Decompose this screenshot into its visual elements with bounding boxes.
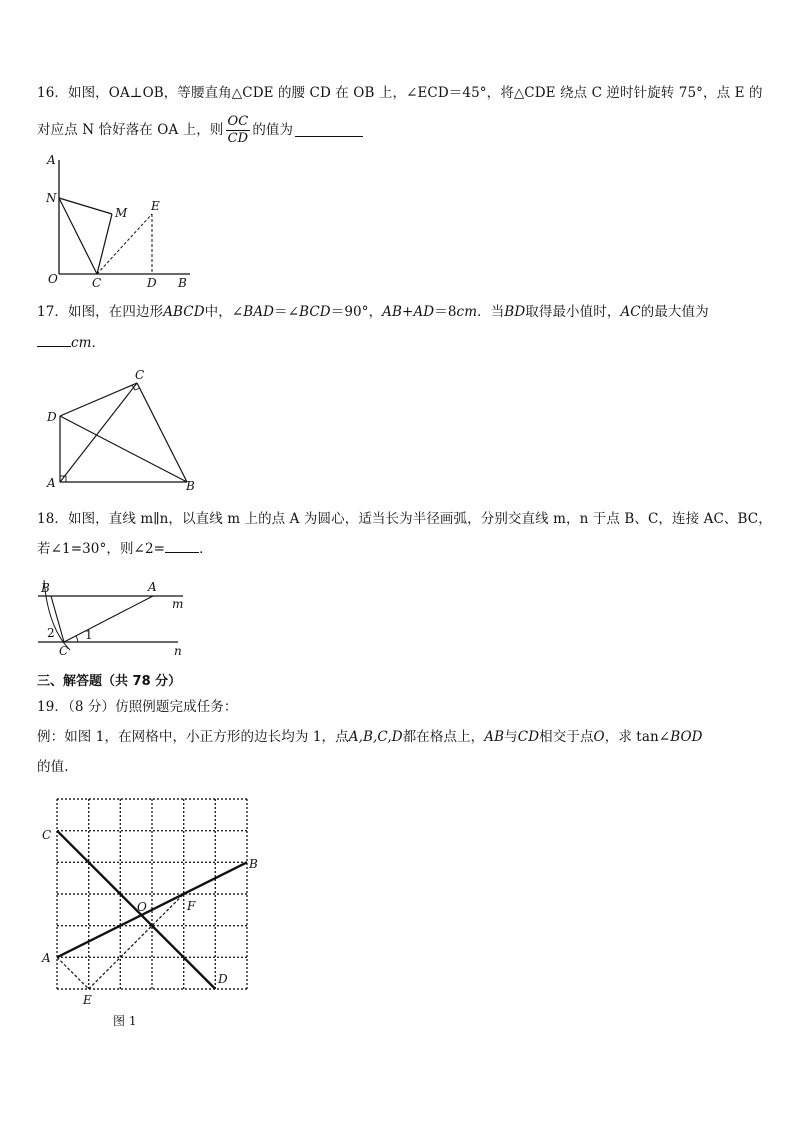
q19-seg-ae	[57, 957, 89, 989]
q18-label-n: n	[174, 644, 182, 658]
q17-line2	[37, 334, 105, 352]
q18-seg-ca	[64, 596, 153, 642]
q16-seg-nm	[59, 198, 112, 214]
q17-text-ac: AC	[620, 304, 641, 320]
q17-text-mid6: 取得最小值时，	[525, 304, 621, 320]
q18-line2-pre: 若∠1=30°，则∠2=	[37, 541, 166, 557]
q18-label-c: C	[59, 644, 69, 658]
q19-ex-ab: AB	[484, 729, 505, 745]
q17-line1	[37, 303, 709, 321]
q19-ex-o: O	[593, 729, 605, 745]
q19-ex-mid: 都在格点上，	[402, 729, 485, 745]
q18-answer-blank[interactable]	[165, 540, 199, 553]
q18-label-m: m	[172, 597, 184, 611]
q19-ex-pre: 例：如图 1，在网格中，小正方形的边长均为 1，点	[37, 729, 349, 745]
q18-angle-1-arc	[76, 636, 78, 642]
q17-unit: cm	[71, 335, 92, 351]
q19-grid	[57, 799, 247, 989]
q17-text-mid4: ＝8	[434, 304, 457, 320]
q16-label-c: C	[92, 276, 102, 290]
q18-label-a: A	[148, 580, 157, 594]
q17-seg-dc	[60, 383, 137, 416]
q18-line2-end: ．	[199, 541, 213, 557]
q16-label-e: E	[151, 199, 160, 213]
q18-line2	[37, 540, 213, 558]
q19-ex-points: A,B,C,D	[348, 729, 403, 745]
q17-label-c: C	[135, 368, 145, 382]
q17-text-mid1: 中，∠	[204, 304, 244, 320]
q16-line2-pre: 对应点 N 恰好落在 OA 上，则	[37, 122, 224, 138]
q17-text-post: 的最大值为	[640, 304, 709, 320]
q17-text-abcd: ABCD	[163, 304, 205, 320]
q17-answer-blank[interactable]	[37, 334, 71, 347]
q16-line2-post: 的值为	[252, 122, 294, 138]
q16-seg-nc	[59, 198, 97, 274]
q19-ex-ask: ，求 tan∠	[604, 729, 671, 745]
q19-label-e: E	[83, 993, 92, 1007]
q17-text-bd: BD	[504, 304, 526, 320]
q19-line3: 的值.	[37, 759, 69, 775]
q17-diag-db	[60, 416, 187, 482]
q19-label-b: B	[249, 857, 258, 871]
q19-label-d: D	[218, 972, 228, 986]
q17-text-cm: cm	[456, 304, 478, 320]
q17-seg-cb	[137, 383, 187, 482]
q16-label-a: A	[47, 153, 56, 167]
q18-label-b: B	[41, 581, 50, 595]
q17-text-pre: 17．如图，在四边形	[37, 304, 164, 320]
q19-ex-cd: CD	[517, 729, 540, 745]
q16-fraction	[226, 114, 251, 147]
q16-seg-mc	[97, 214, 112, 274]
q16-line1: 16．如图，OA⊥OB，等腰直角△CDE 的腰 CD 在 OB 上，∠ECD＝45°，将△CDE 绕点 C 逆时针旋转 75°，点 E 的	[37, 85, 763, 101]
q16-label-o: O	[48, 272, 58, 286]
q16-label-d: D	[147, 276, 157, 290]
q17-diag-ac	[60, 383, 137, 482]
q16-label-m: M	[115, 206, 128, 220]
q19-label-f: F	[187, 899, 196, 913]
q19-figure-caption: 图 1	[113, 1014, 137, 1028]
q19-ex-inter: 相交于点	[539, 729, 594, 745]
q16-label-b: B	[178, 276, 187, 290]
q19-example-line	[37, 728, 703, 746]
q18-line1: 18．如图，直线 m∥n，以直线 m 上的点 A 为圆心，适当长为半径画弧，分别交直线 m，n 于点 B、C，连接 AC、BC，	[37, 511, 772, 527]
q17-text-mid5: ．当	[477, 304, 505, 320]
q18-label-1: 1	[85, 628, 93, 642]
q17-text-mid3: ＝90°，	[330, 304, 383, 320]
q17-label-b: B	[186, 479, 195, 493]
q17-text-bcd: BCD	[299, 304, 331, 320]
q19-label-o: O	[137, 900, 147, 914]
q16-seg-ce	[97, 214, 152, 274]
q16-frac-num: OC	[227, 113, 249, 129]
q18-label-2: 2	[47, 626, 55, 640]
q19-line1: 19．（8 分）仿照例题完成任务：	[37, 699, 238, 715]
section-3-heading: 三、解答题（共 78 分）	[37, 674, 182, 689]
q17-text-mid2: ＝∠	[274, 304, 300, 320]
q18-figure	[30, 570, 200, 660]
q19-ex-bod: BOD	[670, 729, 703, 745]
q17-text-bad: BAD	[243, 304, 275, 320]
q17-figure	[40, 366, 210, 496]
q19-ex-and: 与	[504, 729, 518, 745]
q19-label-c: C	[42, 828, 52, 842]
q16-frac-den: CD	[227, 130, 249, 146]
q19-label-a: A	[42, 951, 51, 965]
q16-label-n: N	[46, 191, 57, 205]
q16-line2	[37, 110, 363, 150]
q17-label-d: D	[47, 410, 57, 424]
q17-text-abad: AB+AD	[382, 304, 435, 320]
q19-figure	[35, 790, 275, 1035]
q16-answer-blank[interactable]	[295, 124, 363, 137]
q17-label-a: A	[47, 476, 56, 490]
q16-figure	[40, 150, 210, 295]
q17-line2-end: ．	[91, 335, 106, 351]
